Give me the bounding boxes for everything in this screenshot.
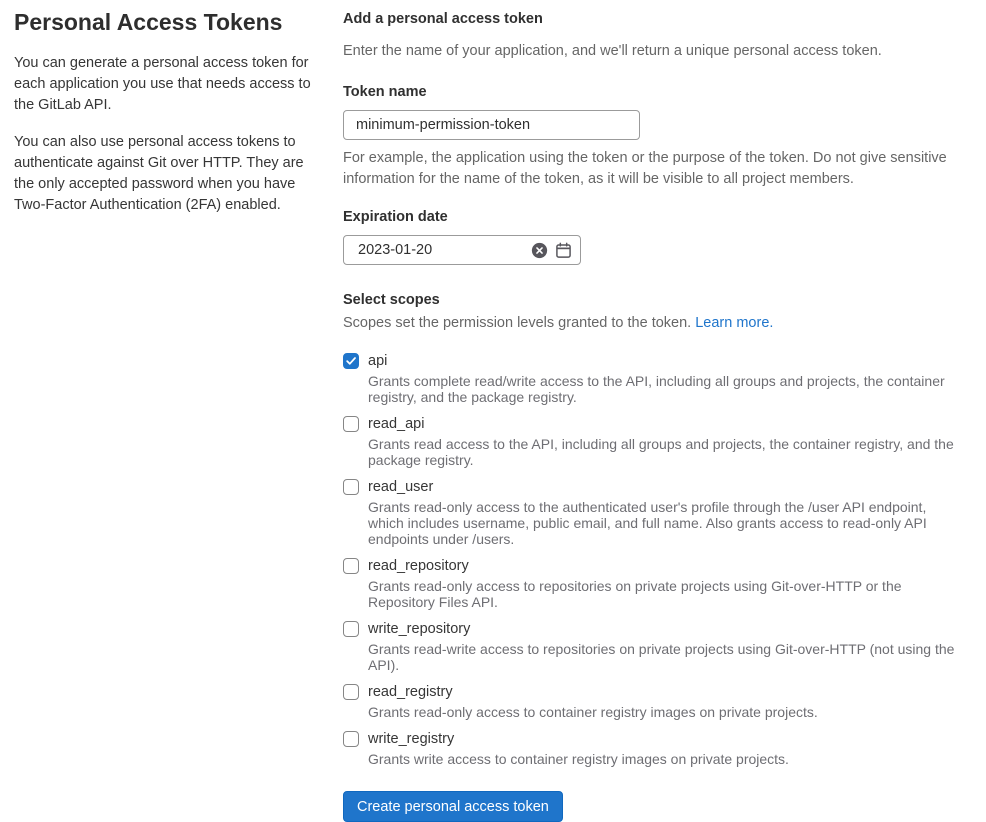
form-subheading: Enter the name of your application, and we'll return a unique personal access token. [343, 43, 882, 59]
learn-more-link[interactable]: Learn more. [695, 315, 774, 331]
expiration-date-label: Expiration date [343, 209, 448, 225]
scope-description: Grants write access to container registry images on private projects. [368, 751, 789, 767]
scope-row [343, 682, 963, 720]
scope-description: Grants read-only access to container registry images on private projects. [368, 704, 818, 720]
scope-label[interactable]: write_repository [368, 621, 471, 637]
calendar-icon[interactable] [555, 242, 572, 259]
scope-row [343, 477, 963, 547]
scopes-help-text [343, 313, 963, 333]
scope-checkbox-write_repository[interactable] [343, 621, 359, 637]
settings-description-column [0, 0, 329, 822]
scope-label[interactable]: read_repository [368, 558, 469, 574]
expiration-date-input[interactable] [356, 241, 524, 259]
add-token-form [343, 0, 963, 822]
create-token-button[interactable]: Create personal access token [343, 791, 563, 822]
scope-label[interactable]: read_api [368, 416, 425, 432]
check-icon [344, 354, 358, 368]
scope-row [343, 619, 963, 673]
select-scopes-label: Select scopes [343, 292, 440, 308]
clear-date-icon[interactable] [531, 242, 548, 259]
scope-checkbox-read_registry[interactable] [343, 684, 359, 700]
scope-description: Grants complete read/write access to the API, including all groups and projects, the container registry, and the package registry. [368, 373, 945, 405]
scope-row [343, 351, 963, 405]
scope-row [343, 729, 963, 767]
scope-checkbox-read_repository[interactable] [343, 558, 359, 574]
scope-checkbox-api[interactable] [343, 353, 359, 369]
token-name-help: For example, the application using the token or the purpose of the token. Do not give sensitive information for the name of the token, as it will be visible to all project members. [343, 150, 947, 187]
scope-checkbox-read_user[interactable] [343, 479, 359, 495]
scope-checkbox-write_registry[interactable] [343, 731, 359, 747]
scope-checkbox-read_api[interactable] [343, 416, 359, 432]
scopes-help-body: Scopes set the permission levels granted to the token. [343, 315, 692, 331]
form-heading: Add a personal access token [343, 11, 543, 27]
expiration-date-field[interactable] [343, 235, 581, 265]
scope-list [343, 351, 963, 767]
scope-row [343, 556, 963, 610]
intro-paragraph-1: You can generate a personal access token for each application you use that needs access to the GitLab API. [14, 55, 311, 113]
scope-label[interactable]: write_registry [368, 731, 455, 747]
scope-label[interactable]: api [368, 353, 388, 369]
scope-description: Grants read-write access to repositories on private projects using Git-over-HTTP (not using the API). [368, 641, 955, 673]
scope-description: Grants read-only access to repositories on private projects using Git-over-HTTP or the Repository Files API. [368, 578, 902, 610]
scope-label[interactable]: read_registry [368, 684, 453, 700]
scope-row [343, 414, 963, 468]
scope-label[interactable]: read_user [368, 479, 434, 495]
token-name-label: Token name [343, 84, 427, 100]
intro-paragraph-2: You can also use personal access tokens to authenticate against Git over HTTP. They are the only accepted password when you have Two-Factor Authentication (2FA) enabled. [14, 134, 304, 213]
page-title: Personal Access Tokens [14, 9, 283, 35]
scope-description: Grants read access to the API, including all groups and projects, the container registry, and the package registry. [368, 436, 954, 468]
scope-description: Grants read-only access to the authenticated user's profile through the /user API endpoint, which includes username, public email, and full name. Also grants access to read-only API endpoints under /users. [368, 499, 927, 547]
token-name-input[interactable] [343, 110, 640, 140]
